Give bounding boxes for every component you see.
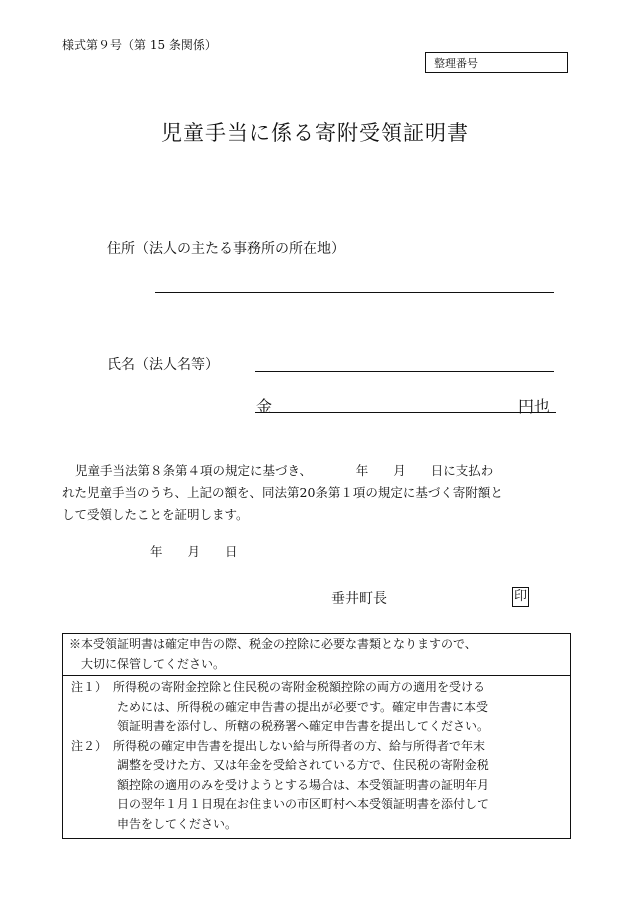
- address-input-line[interactable]: [155, 292, 554, 293]
- name-input-line[interactable]: [255, 371, 554, 372]
- statement-line: れた児童手当のうち、上記の額を、同法第20条第１項の規定に基づく寄附額と: [62, 485, 503, 500]
- note-line: 所得税の寄附金控除と住民税の寄附金税額控除の両方の適用を受ける: [113, 680, 486, 694]
- note-line: 日の翌年１月１日現在お住まいの市区町村へ本受領証明書を添付して: [117, 797, 490, 811]
- amount-input-line[interactable]: [255, 412, 556, 413]
- note-line: ためには、所得税の確定申告書の提出が必要です。確定申告書に本受: [117, 699, 489, 714]
- form-number: 様式第９号（第 15 条関係）: [62, 38, 217, 52]
- name-label: 氏名（法人名等）: [107, 357, 219, 373]
- note-label: 注１）: [71, 680, 108, 694]
- notice-line: ※本受領証明書は確定申告の際、税金の控除に必要な書類となりますので、: [69, 637, 477, 651]
- note-line: 所得税の確定申告書を提出しない給与所得者の方、給与所得者で年末: [113, 738, 486, 753]
- note-line: 調整を受けた方、又は年金を受給されている方で、住民税の寄附金税: [117, 758, 489, 772]
- note-label: 注２）: [71, 738, 108, 753]
- issue-date: 年 月 日: [150, 544, 238, 559]
- notice: [63, 634, 570, 676]
- page-title: 児童手当に係る寄附受領証明書: [161, 121, 469, 145]
- reference-number-box[interactable]: 整理番号: [425, 52, 568, 73]
- statement-line: して受領したことを証明します。: [62, 507, 249, 522]
- amount-prefix: 金: [256, 397, 273, 416]
- note-line: 額控除の適用のみを受けようとする場合は、本受領証明書の証明年月: [117, 777, 490, 792]
- issuer-title: 垂井町長: [331, 591, 387, 607]
- notice-line: 大切に保管してください。: [81, 656, 226, 671]
- seal-mark: 印: [512, 587, 529, 607]
- note-line: 申告をしてください。: [117, 816, 238, 831]
- note-line: 領証明書を添付し、所轄の税務署へ確定申告書を提出してください。: [117, 719, 490, 733]
- notes-box: [62, 633, 571, 839]
- note-2: [63, 737, 570, 835]
- amount-suffix: 円也: [518, 397, 551, 416]
- address-label: 住所（法人の主たる事務所の所在地）: [107, 241, 345, 257]
- note-1: [63, 678, 570, 737]
- statement-line: 児童手当法第８条第４項の規定に基づき、 年 月 日に支払わ: [75, 463, 494, 478]
- certification-statement: [62, 460, 572, 526]
